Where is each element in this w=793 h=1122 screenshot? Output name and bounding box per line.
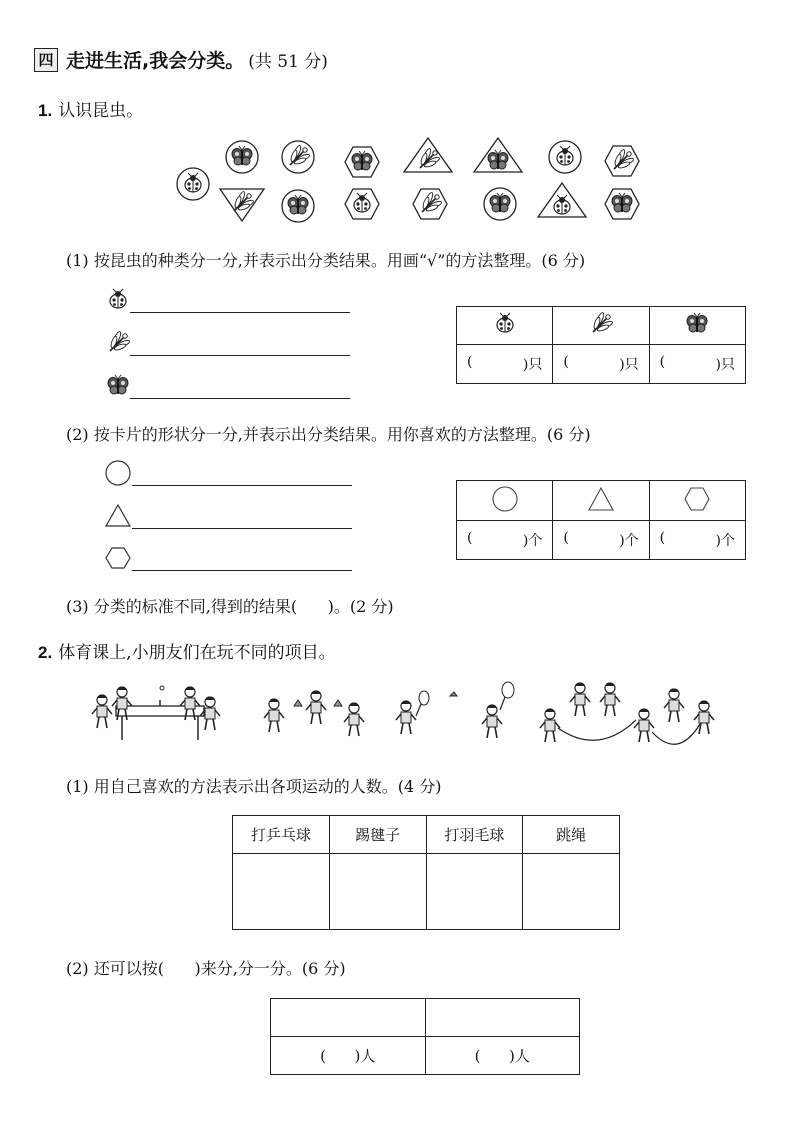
- header-ping-pong: 打乒乓球: [233, 816, 330, 854]
- section-title-text: 走进生活,我会分类。: [66, 50, 245, 72]
- category-count-1[interactable]: ( )人: [271, 1037, 426, 1075]
- card-triangle-down-dragonfly: [220, 189, 264, 221]
- question-1-title: 认识昆虫。: [58, 101, 144, 121]
- hexagon-shape-icon: [682, 485, 712, 513]
- card-triangle-butterfly: [474, 138, 522, 172]
- triangle-count-cell[interactable]: ( )个: [553, 521, 649, 560]
- header-triangle: [553, 481, 649, 521]
- question-2: [38, 638, 336, 663]
- dragonfly-count-cell[interactable]: ( )只: [553, 345, 649, 384]
- header-dragonfly: [553, 307, 649, 345]
- triangle-shape-icon: [106, 505, 130, 526]
- card-circle-butterfly: [484, 188, 516, 220]
- question-2-sub-1: (1) 用自己喜欢的方法表示出各项运动的人数。(4 分): [66, 777, 442, 796]
- category-header-1[interactable]: [271, 999, 426, 1037]
- child-figure: [306, 691, 326, 724]
- card-circle-butterfly: [282, 190, 314, 222]
- circle-shape-icon: [106, 461, 130, 485]
- header-jump-rope: 跳绳: [523, 816, 620, 854]
- header-shuttlecock: 踢毽子: [329, 816, 426, 854]
- card-hexagon-butterfly: [345, 147, 379, 177]
- header-butterfly: [649, 307, 745, 345]
- child-figure: [92, 695, 112, 728]
- header-hexagon: [649, 481, 745, 521]
- card-triangle-dragonfly: [404, 138, 452, 172]
- child-figure: [634, 709, 654, 742]
- child-figure: [664, 689, 684, 722]
- ladybug-icon: [493, 312, 517, 336]
- triangle-answer-line[interactable]: [132, 528, 352, 529]
- circle-count-cell[interactable]: ( )个: [457, 521, 553, 560]
- card-circle-ladybug: [549, 141, 581, 173]
- category-table: [270, 998, 580, 1075]
- card-circle-butterfly: [226, 141, 258, 173]
- insect-category-icons: [106, 288, 136, 398]
- child-figure: [396, 701, 416, 734]
- card-hexagon-butterfly: [605, 189, 639, 219]
- butterfly-icon: [685, 312, 709, 336]
- child-figure: [540, 709, 560, 742]
- butterfly-answer-line[interactable]: [130, 398, 350, 399]
- dragonfly-icon: [589, 312, 613, 336]
- jump-rope-answer-cell[interactable]: [523, 854, 620, 930]
- hexagon-answer-line[interactable]: [132, 570, 352, 571]
- badminton-group: [396, 682, 514, 738]
- card-circle-ladybug: [177, 168, 209, 200]
- header-badminton: 打羽毛球: [426, 816, 523, 854]
- child-figure: [570, 683, 590, 716]
- ping-pong-answer-cell[interactable]: [233, 854, 330, 930]
- section-score: (共 51 分): [248, 52, 328, 72]
- insect-count-table: [456, 306, 746, 384]
- ping-pong-group: [92, 686, 220, 740]
- triangle-shape-icon: [587, 485, 615, 513]
- question-1-sub-1: (1) 按昆虫的种类分一分,并表示出分类结果。用画“√”的方法整理。(6 分): [66, 251, 586, 270]
- card-hexagon-dragonfly: [413, 189, 447, 219]
- badminton-answer-cell[interactable]: [426, 854, 523, 930]
- question-1-sub-3: (3) 分类的标准不同,得到的结果( )。(2 分): [66, 597, 394, 616]
- category-count-2[interactable]: ( )人: [425, 1037, 580, 1075]
- question-2-title: 体育课上,小朋友们在玩不同的项目。: [58, 643, 336, 663]
- question-2-sub-2: (2) 还可以按( )来分,分一分。(6 分): [66, 959, 346, 978]
- insect-cards: [0, 0, 793, 240]
- circle-answer-line[interactable]: [132, 485, 352, 486]
- child-figure: [482, 705, 502, 738]
- header-circle: [457, 481, 553, 521]
- question-1-sub-2: (2) 按卡片的形状分一分,并表示出分类结果。用你喜欢的方法整理。(6 分): [66, 425, 591, 444]
- question-2-number: 2.: [38, 643, 53, 662]
- section-badge: 四: [34, 48, 58, 72]
- ladybug-icon: [110, 289, 126, 308]
- header-ladybug: [457, 307, 553, 345]
- child-figure: [600, 683, 620, 716]
- card-triangle-ladybug: [538, 183, 586, 217]
- butterfly-count-cell[interactable]: ( )只: [649, 345, 745, 384]
- hexagon-count-cell[interactable]: ( )个: [649, 521, 745, 560]
- sports-count-table: [232, 815, 620, 930]
- child-figure: [344, 703, 364, 736]
- circle-shape-icon: [491, 485, 519, 513]
- ladybug-count-cell[interactable]: ( )只: [457, 345, 553, 384]
- card-hexagon-ladybug: [345, 189, 379, 219]
- butterfly-icon: [108, 375, 128, 394]
- category-header-2[interactable]: [425, 999, 580, 1037]
- hexagon-shape-icon: [106, 548, 130, 568]
- shape-category-icons: [104, 460, 138, 572]
- shape-count-table: [456, 480, 746, 560]
- ladybug-answer-line[interactable]: [130, 312, 350, 313]
- card-hexagon-dragonfly: [605, 146, 639, 176]
- question-1-number: 1.: [38, 101, 53, 120]
- card-circle-dragonfly: [282, 141, 314, 173]
- shuttlecock-answer-cell[interactable]: [329, 854, 426, 930]
- child-figure: [264, 699, 284, 732]
- sports-scene-illustration: [88, 676, 728, 756]
- jump-rope-group: [540, 683, 714, 744]
- shuttlecock-kicking-group: [264, 691, 364, 736]
- dragonfly-icon: [110, 331, 130, 351]
- dragonfly-answer-line[interactable]: [130, 355, 350, 356]
